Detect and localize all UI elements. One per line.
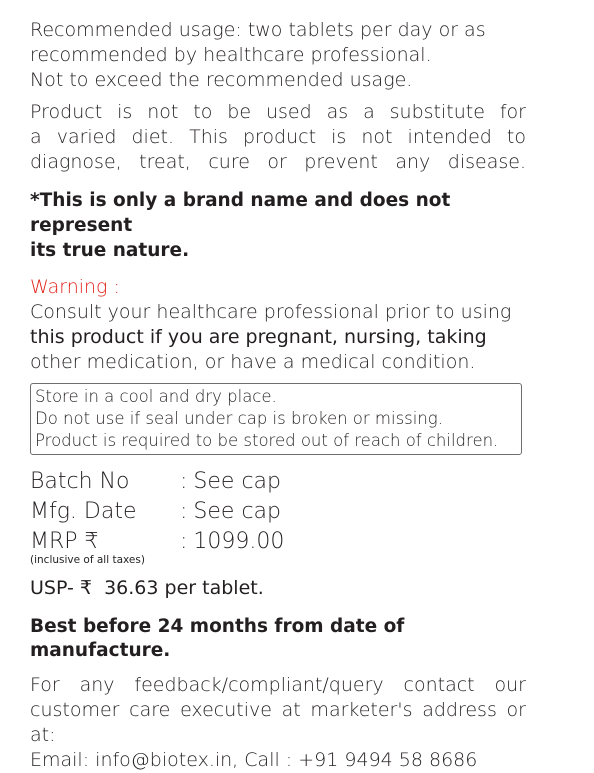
warning-line-2: this product if you are pregnant, nursing, taking (30, 326, 487, 348)
brand-note-line-1: *This is only a brand name and does not represent (30, 190, 451, 236)
batch-row (30, 467, 526, 497)
storage-line-1: Store in a cool and dry place. (35, 387, 277, 406)
usp-unit: per tablet. (164, 577, 264, 599)
warning-line-1: Consult your healthcare professional prior to using (30, 301, 512, 323)
warning-line-3: other medication, or have a medical condition. (30, 351, 476, 373)
disclaimer-line-3: diagnose, treat, cure or prevent any disease. (30, 151, 526, 173)
mfg-separator: : (180, 499, 188, 524)
mrp-tax-note: (inclusive of all taxes) (30, 554, 145, 566)
batch-value: See cap (193, 469, 281, 494)
mfg-value: See cap (193, 499, 281, 524)
contact-line-1: For any feedback/compliant/query contact our (30, 674, 526, 696)
phone-link[interactable]: +91 9494 58 8686 (298, 749, 478, 771)
best-before: Best before 24 months from date of manufacture. (30, 616, 405, 661)
contact-section (30, 673, 526, 773)
brand-note-line-2: its true nature. (30, 240, 190, 261)
mrp-row (30, 527, 526, 557)
email-link[interactable]: info@biotex.in, (95, 749, 239, 771)
mfg-label: Mfg. Date (30, 499, 137, 524)
disclaimer-line-1: Product is not to be used as a substitute for (30, 101, 526, 123)
usage-line-2: recommended by healthcare professional. (30, 44, 432, 66)
mrp-label: MRP ₹ (30, 529, 99, 554)
warning-section (30, 275, 526, 375)
disclaimer-section (30, 100, 526, 175)
mfg-row (30, 497, 526, 527)
usp-value: 36.63 (104, 577, 159, 599)
usp-row (30, 575, 526, 601)
storage-line-2: Do not use if seal under cap is broken or missing. (35, 409, 443, 428)
storage-line-3: Product is required to be stored out of reach of children. (35, 431, 499, 450)
batch-label: Batch No (30, 469, 130, 494)
usp-label: USP- ₹ (30, 577, 92, 599)
storage-box (30, 383, 522, 455)
contact-justified (30, 673, 526, 748)
warning-heading: Warning : (30, 276, 120, 298)
product-label-back (30, 18, 526, 773)
call-label: Call : (244, 749, 293, 771)
contact-line-2: customer care executive at marketer's address or at: (30, 699, 526, 746)
contact-details (30, 748, 526, 773)
brand-note-section (30, 188, 526, 263)
disclaimer-line-2: a varied diet. This product is not intended to (30, 126, 526, 148)
usage-section (30, 18, 526, 93)
mrp-value: 1099.00 (193, 529, 285, 554)
usage-line-1: Recommended usage: two tablets per day or as (30, 19, 486, 41)
mrp-separator: : (180, 529, 188, 554)
usage-line-3: Not to exceed the recommended usage. (30, 69, 413, 91)
batch-separator: : (180, 469, 188, 494)
product-info-section (30, 467, 526, 566)
email-label: Email: (30, 749, 90, 771)
